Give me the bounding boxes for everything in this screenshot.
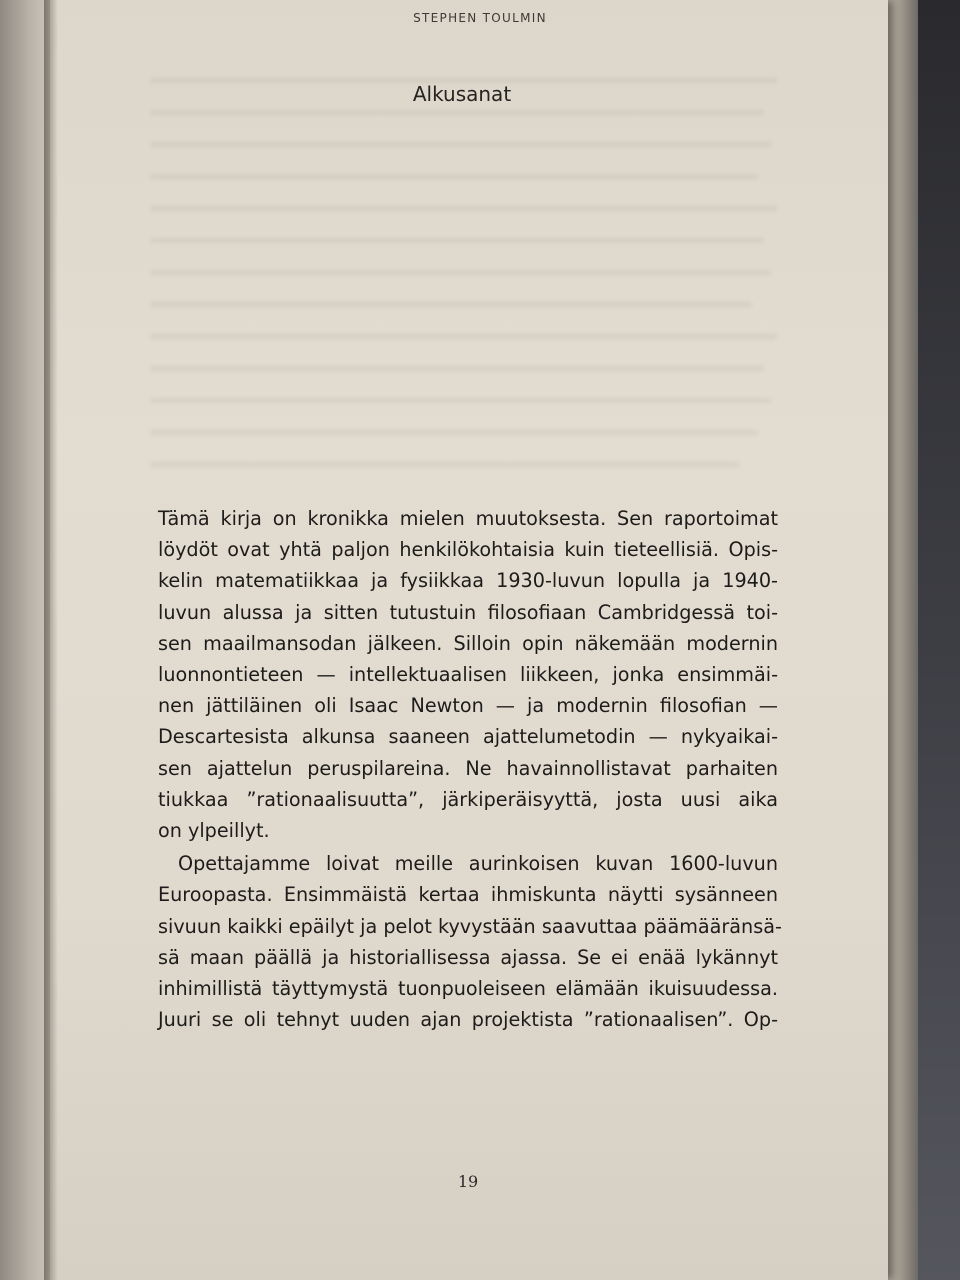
paragraph — [158, 848, 782, 1035]
chapter-title: Alkusanat — [412, 82, 512, 106]
show-through-text — [150, 78, 790, 498]
text-line: luonnontieteen — intellektuaalisen liikkeen, jonka ensimmäi- — [158, 663, 778, 687]
text-line: sen maailmansodan jälkeen. Silloin opin näkemään modernin — [158, 631, 778, 655]
text-line: on ylpeillyt. — [158, 819, 270, 843]
paragraph — [158, 503, 778, 846]
text-line: inhimillistä täyttymystä tuonpuoleiseen elämään ikuisuudessa. — [158, 977, 778, 1001]
body-text — [158, 503, 782, 1035]
text-line: sen ajattelun peruspilareina. Ne havainnollistavat parhaiten — [158, 756, 778, 780]
text-line: sä maan päällä ja historiallisessa ajassa. Se ei enää lykännyt — [158, 945, 778, 969]
page-stack-edge — [884, 0, 918, 1280]
text-line: Euroopasta. Ensimmäistä kertaa ihmiskunta näytti sysänneen — [158, 883, 778, 907]
text-line: Descartesista alkunsa saaneen ajattelumetodin — nykyaikai- — [158, 725, 778, 749]
gutter-shadow — [44, 0, 58, 1280]
text-line: Juuri se oli tehnyt uuden ajan projektista ”rationaalisen”. Op- — [158, 1008, 778, 1032]
running-header: STEPHEN TOULMIN — [413, 11, 547, 25]
text-line: Opettajamme loivat meille aurinkoisen kuvan 1600-luvun — [178, 852, 778, 876]
page-number: 19 — [457, 1172, 479, 1191]
text-line: tiukkaa ”rationaalisuutta”, järkiperäisyyttä, josta uusi aika — [158, 787, 778, 811]
background-fabric — [918, 0, 960, 1280]
text-line: nen jättiläinen oli Isaac Newton — ja modernin filosofian — — [158, 694, 778, 718]
text-line: kelin matematiikkaa ja fysiikkaa 1930-luvun lopulla ja 1940- — [158, 569, 778, 593]
text-line: löydöt ovat yhtä paljon henkilökohtaisia kuin tieteellisiä. Opis- — [158, 538, 778, 562]
text-line: sivuun kaikki epäilyt ja pelot kyvystään saavuttaa päämääränsä- — [158, 914, 782, 938]
text-line: luvun alussa ja sitten tutustuin filosofiaan Cambridgessä toi- — [158, 600, 778, 624]
text-line: Tämä kirja on kronikka mielen muutoksesta. Sen raportoimat — [158, 507, 778, 530]
